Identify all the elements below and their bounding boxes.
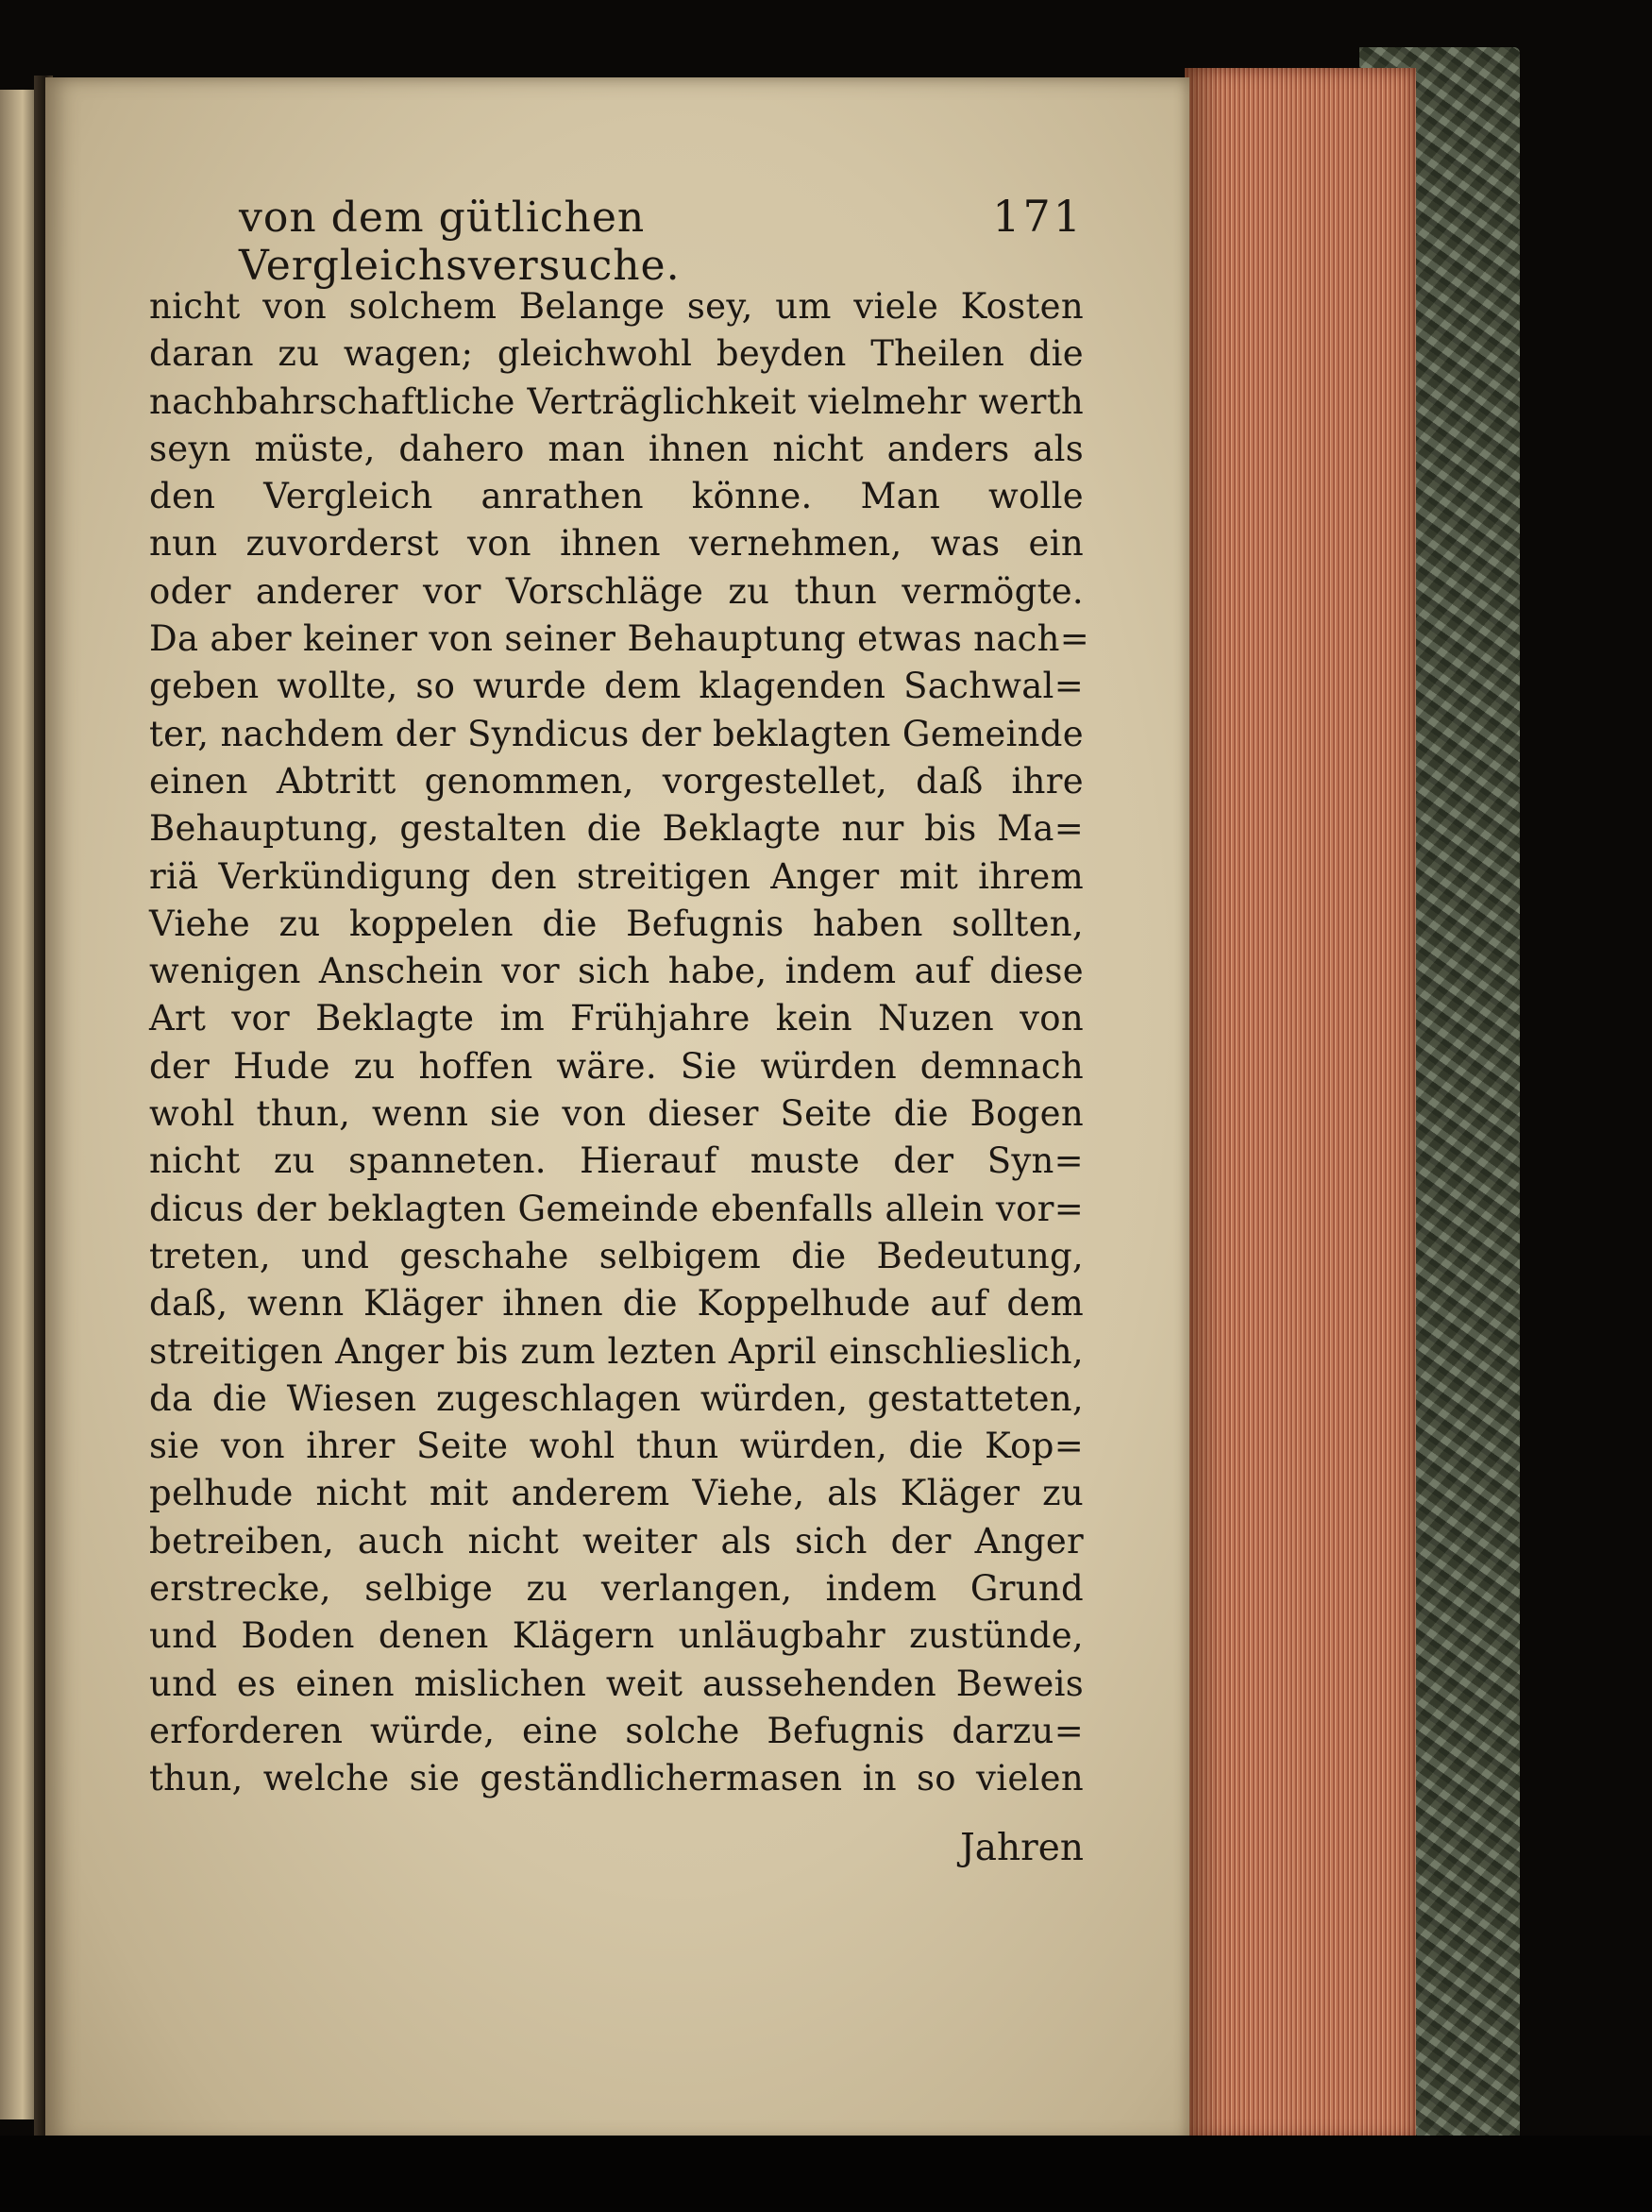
text-line: nachbahrschaftliche Verträglichkeit vielmehr werth bbox=[149, 380, 1084, 422]
text-line: nun zuvorderst von ihnen vernehmen, was ein bbox=[149, 523, 1084, 565]
left-facing-page bbox=[0, 90, 38, 2119]
text-line: Viehe zu koppelen die Befugnis haben sollten, bbox=[149, 903, 1084, 944]
book-page bbox=[45, 77, 1189, 2143]
page-text-block bbox=[149, 191, 1090, 1877]
text-line: und es einen mislichen weit aussehenden Beweis bbox=[149, 1663, 1084, 1704]
running-head: von dem gütlichen Vergleichsversuche. bbox=[239, 194, 681, 290]
text-line: nicht von solchem Belange sey, um viele Kosten bbox=[149, 286, 1084, 327]
text-line: treten, und geschahe selbigem die Bedeutung, bbox=[149, 1235, 1084, 1276]
text-line: riä Verkündigung den streitigen Anger mit ihrem bbox=[149, 855, 1084, 897]
fore-edge-shadow bbox=[1185, 68, 1222, 2140]
text-line: einen Abtritt genommen, vorgestellet, daß ihre bbox=[149, 760, 1084, 802]
text-line: sie von ihrer Seite wohl thun würden, die Kop= bbox=[149, 1426, 1084, 1467]
body-text bbox=[149, 283, 1090, 1803]
page-header bbox=[149, 191, 1084, 290]
text-line: erforderen würde, eine solche Befugnis darzu= bbox=[149, 1710, 1084, 1751]
text-line: thun, welche sie geständlichermasen in so vielen bbox=[149, 1758, 1084, 1799]
text-line: pelhude nicht mit anderem Viehe, als Kläger zu bbox=[149, 1473, 1084, 1514]
text-line: seyn müste, dahero man ihnen nicht anders als bbox=[149, 428, 1084, 469]
text-line: daß, wenn Kläger ihnen die Koppelhude auf dem bbox=[149, 1283, 1084, 1325]
text-line: geben wollte, so wurde dem klagenden Sachwal= bbox=[149, 666, 1084, 707]
text-line: dicus der beklagten Gemeinde ebenfalls allein vor= bbox=[149, 1188, 1084, 1229]
catchword: Jahren bbox=[960, 1826, 1084, 1869]
text-line: ter, nachdem der Syndicus der beklagten Gemeinde bbox=[149, 713, 1084, 754]
text-line: wenigen Anschein vor sich habe, indem auf diese bbox=[149, 951, 1084, 992]
text-line: Art vor Beklagte im Frühjahre kein Nuzen von bbox=[149, 998, 1084, 1039]
text-line: nicht zu spanneten. Hierauf muste der Syn= bbox=[149, 1140, 1084, 1182]
background-bottom bbox=[0, 2136, 1652, 2212]
text-line: wohl thun, wenn sie von dieser Seite die Bogen bbox=[149, 1093, 1084, 1135]
page-number: 171 bbox=[992, 191, 1084, 242]
text-line: streitigen Anger bis zum lezten April einschlieslich, bbox=[149, 1330, 1084, 1372]
text-line: den Vergleich anrathen könne. Man wolle bbox=[149, 476, 1084, 517]
text-line: betreiben, auch nicht weiter als sich der Anger bbox=[149, 1520, 1084, 1562]
text-line: da die Wiesen zugeschlagen würden, gestatteten, bbox=[149, 1377, 1084, 1419]
text-line: erstrecke, selbige zu verlangen, indem Grund bbox=[149, 1568, 1084, 1610]
text-line: daran zu wagen; gleichwohl beyden Theilen die bbox=[149, 333, 1084, 375]
text-line: oder anderer vor Vorschläge zu thun vermögte. bbox=[149, 570, 1084, 612]
text-line: der Hude zu hoffen wäre. Sie würden demnach bbox=[149, 1045, 1084, 1087]
text-line: Da aber keiner von seiner Behauptung etwas nach= bbox=[149, 618, 1090, 660]
text-line: und Boden denen Klägern unläugbahr zustünde, bbox=[149, 1615, 1084, 1657]
text-line: Behauptung, gestalten die Beklagte nur bis Ma= bbox=[149, 808, 1084, 850]
